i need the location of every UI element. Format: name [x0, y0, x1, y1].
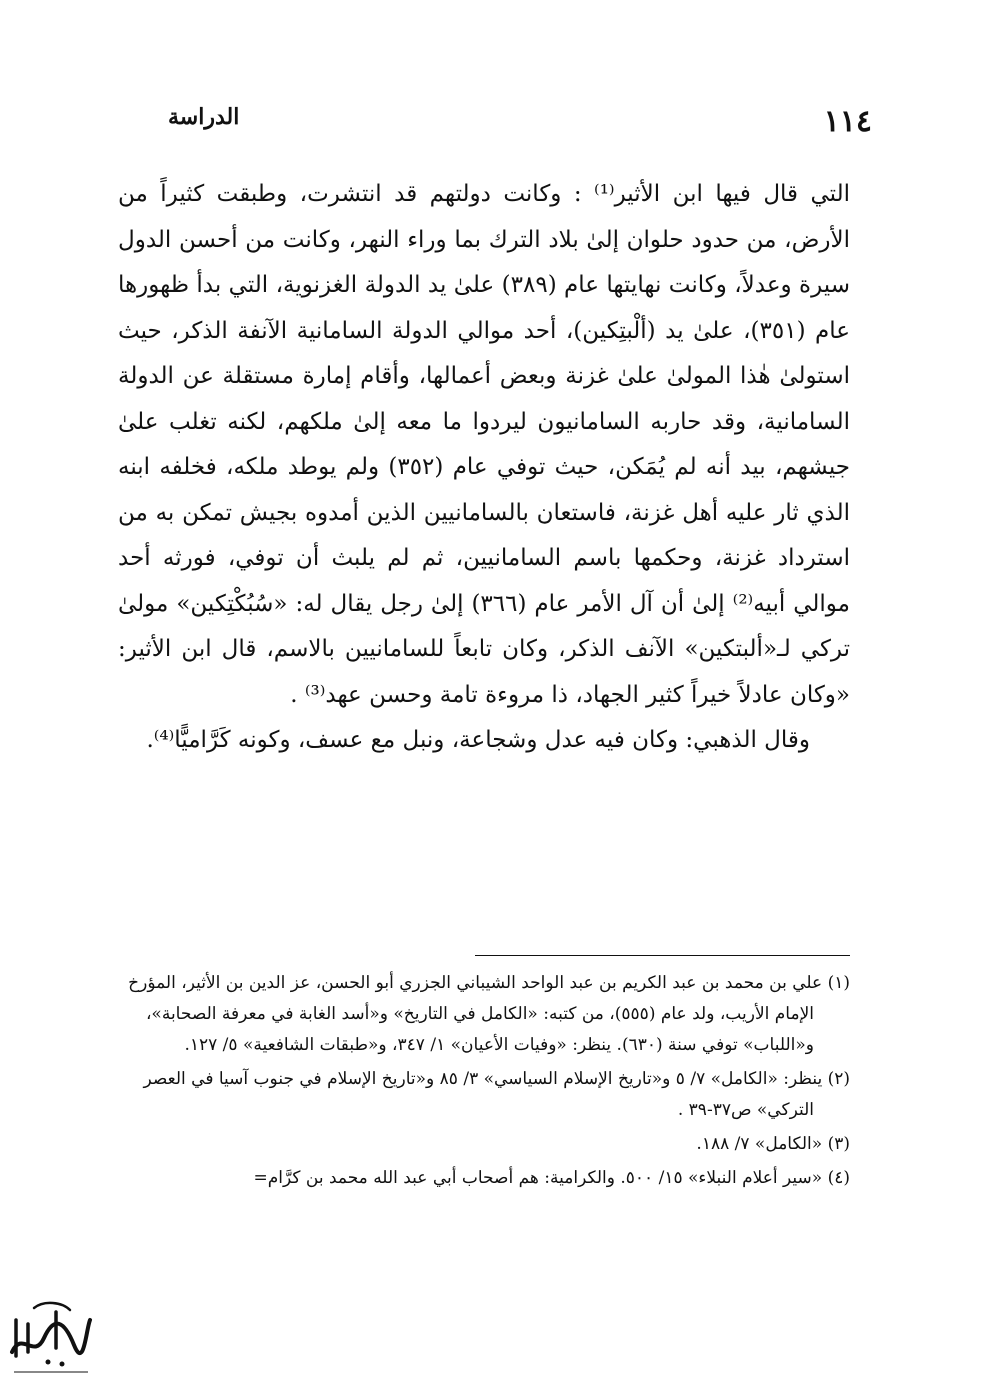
paragraph: التي قال فيها ابن الأثير⁽¹⁾ : وكانت دولتهم قد انتشرت، وطبقت كثيراً من الأرض، من حدود حلوان إلىٰ بلاد الترك بما وراء النهر، وكانت من أحسن الدول سيرة وعدلاً، وكانت نهايتها عام (٣٨٩) علىٰ يد الدولة الغزنوية، التي بدأ ظهورها عام (٣٥١)، علىٰ يد (ألْبتِكين)، أحد موالي الدولة السامانية الآنفة الذكر، حيث استولىٰ هٰذا المولىٰ علىٰ غزنة وبعض أعمالها، وأقام إمارة مستقلة عن الدولة السامانية، وقد حاربه السامانيون ليردوا ما معه إلىٰ ملكهم، لكنه تغلب علىٰ جيشهم، بيد أنه لم يُمَكن، حيث توفي عام (٣٥٢) ولم يوطد ملكه، فخلفه ابنه الذي ثار عليه أهل غزنة، فاستعان بالسامانيين الذين أمدوه بجيش تمكن به من استرداد غزنة، وحكمها باسم السامانيين، ثم لم يلبث أن توفي، فورثه أحد موالي أبيه⁽²⁾ إلىٰ أن آل الأمر عام (٣٦٦) إلىٰ رجل يقال له: «سُبُكْتِكين» مولىٰ تركي لـ«ألبتكين» الآنف الذكر، وكان تابعاً للسامانيين بالاسم، قال ابن الأثير: «وكان عادلاً خيراً كثير الجهاد، ذا مروءة تامة وحسن عهد⁽³⁾ .	[118, 181, 850, 708]
footnote: (١) علي بن محمد بن عبد الكريم بن عبد الواحد الشيباني الجزري أبو الحسن، عز الدين بن الأثير، المؤرخ الإمام الأريب، ولد عام (٥٥٥)، من كتبه: «الكامل في التاريخ» و«أسد الغابة في معرفة الصحابة»، و«اللباب» توفي سنة (٦٣٠). ينظر: «وفيات الأعيان» ١/ ٣٤٧، و«طبقات الشافعية» ٥/ ١٢٧.	[128, 973, 850, 1055]
running-head: الدراسة	[168, 104, 240, 130]
footnote-divider	[475, 955, 850, 956]
main-text	[118, 172, 850, 764]
footnote: (٢) ينظر: «الكامل» ٧/ ٥ و«تاريخ الإسلام السياسي» ٣/ ٨٥ و«تاريخ الإسلام في جنوب آسيا في العصر التركي» ص٣٧-٣٩ .	[143, 1069, 850, 1120]
paragraph: وقال الذهبي: وكان فيه عدل وشجاعة، ونبل مع عسف، وكونه كَرَّاميًّا⁽⁴⁾.	[146, 727, 810, 753]
footnote: (٣) «الكامل» ٧/ ١٨٨.	[696, 1134, 850, 1154]
page-header	[118, 104, 872, 148]
footnotes	[118, 968, 850, 1197]
page-number: ١١٤	[823, 104, 872, 139]
calligraphy-logo-icon	[4, 1290, 94, 1380]
footnote: (٤) «سير أعلام النبلاء» ١٥/ ٥٠٠. والكرامية: هم أصحاب أبي عبد الله محمد بن كرَّام=	[253, 1168, 850, 1188]
